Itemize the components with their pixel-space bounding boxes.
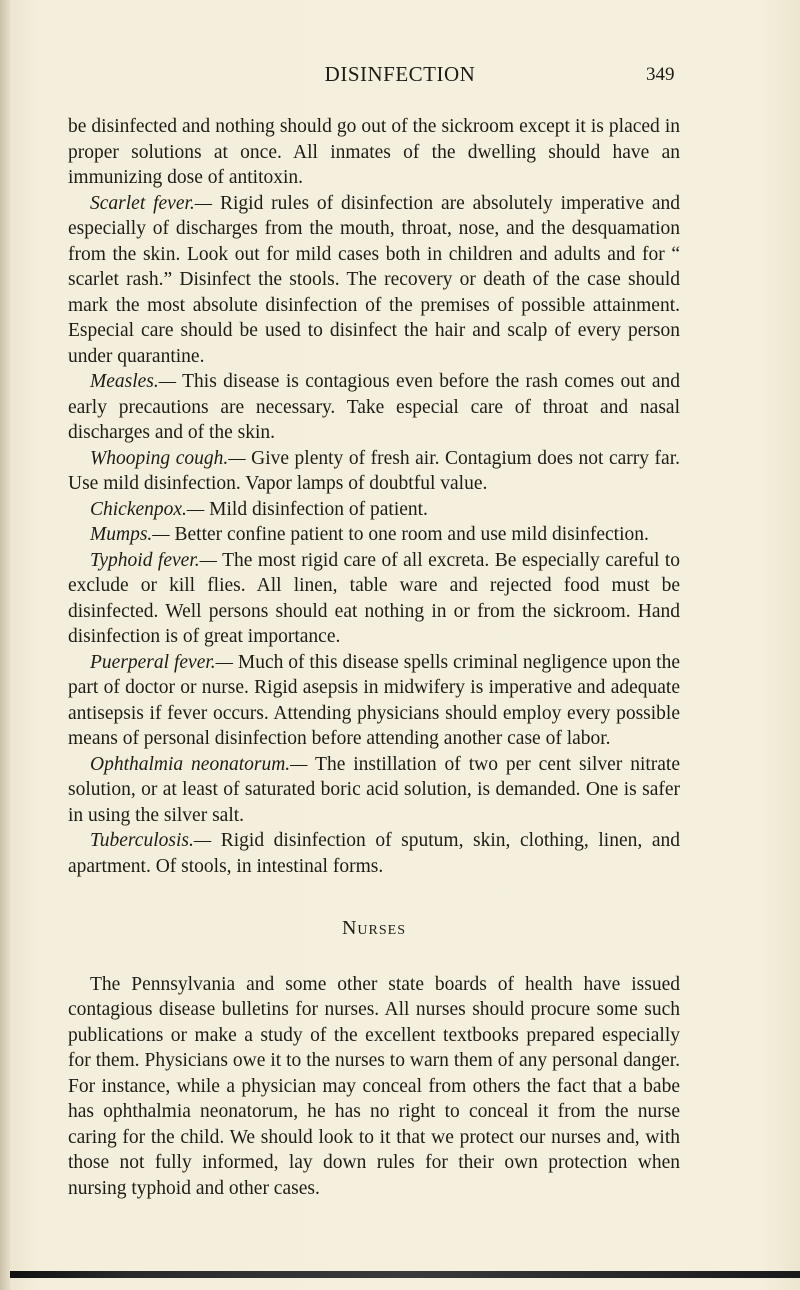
running-title: DISINFECTION: [324, 62, 476, 86]
paragraph-text: Give plenty of fresh air. Contagium does not carry far. Use mild disinfection. Vapor lamps of doubtful value.: [68, 447, 680, 494]
section-heading-nurses: Nurses: [341, 917, 406, 939]
body-text: [68, 114, 680, 1201]
paragraph-text: The most rigid care of all excreta. Be especially careful to exclude or kill flies. All linen, table ware and rejected food must be disinfected. Well persons should eat nothing in or from the sickroom. Hand disinfection is of great importance.: [68, 549, 681, 647]
term-mumps: Mumps.—: [90, 524, 170, 545]
term-tuberculosis: Tuberculosis.—: [90, 830, 212, 851]
paragraph-tuberculosis: [68, 828, 680, 879]
paragraph-whooping-cough: [68, 446, 680, 497]
paragraph-mumps: [68, 522, 680, 548]
paragraph-chickenpox: [68, 497, 680, 523]
paragraph-text: The instillation of two per cent silver nitrate solution, or at least of saturated boric acid solution, is demanded. One is safer in using the silver salt.: [68, 753, 680, 826]
page-header: [0, 62, 800, 92]
term-whooping-cough: Whooping cough.—: [90, 447, 246, 469]
paragraph-measles: [68, 369, 680, 446]
paragraph-text: Rigid rules of disinfection are absolutely imperative and especially of discharges from the mouth, throat, nose, and the desquamation from the skin. Look out for mild cases both in children and adults and for “ scarlet rash.” Disinfect the stools. The recovery or death of the case should mark the most absolute disinfection of the premises of possible attainment. Especial care should be used to disinfect the hair and scalp of every person under quarantine.: [68, 192, 681, 367]
page-binding-edge: [0, 0, 10, 1290]
paragraph-text: The Pennsylvania and some other state boards of health have issued contagious disease bulletins for nurses. All nurses should procure some such publications or make a study of the excellent textbooks prepared especially for them. Physicians owe it to the nurses to warn them of any personal danger. For instance, while a physician may conceal from others the fact that a babe has ophthalmia neonatorum, he has no right to conceal it from the nurse caring for the child. We should look to it that we protect our nurses and, with those not fully informed, lay down rules for their own protection when nursing typhoid and other cases.: [68, 973, 680, 1199]
paragraph-ophthalmia-neonatorum: [68, 752, 680, 829]
term-chickenpox: Chickenpox.—: [90, 498, 205, 520]
paragraph-text: Rigid disinfection of sputum, skin, clothing, linen, and apartment. Of stools, in intestinal forms.: [68, 830, 680, 877]
term-measles: Measles.—: [90, 371, 177, 392]
paragraph-text: This disease is contagious even before the rash comes out and early precautions are necessary. Take especial care of throat and nasal discharges and of the skin.: [68, 371, 680, 443]
paragraph-typhoid-fever: [68, 548, 680, 650]
paragraph-puerperal-fever: [68, 650, 680, 752]
paragraph-scarlet-fever: [68, 191, 680, 370]
paragraph-text: be disinfected and nothing should go out of the sickroom except it is placed in proper solutions at once. All inmates of the dwelling should have an immunizing dose of antitoxin.: [68, 116, 680, 188]
term-typhoid-fever: Typhoid fever.—: [90, 549, 217, 571]
paragraph-nurses: [68, 972, 680, 1202]
term-puerperal-fever: Puerperal fever.—: [90, 651, 233, 673]
term-scarlet-fever: Scarlet fever.—: [90, 192, 213, 214]
term-ophthalmia-neonatorum: Ophthalmia neonatorum.—: [90, 753, 308, 775]
paragraph-continuation: [68, 114, 680, 191]
paragraph-text: Better confine patient to one room and use mild disinfection.: [169, 524, 649, 545]
paragraph-text: Mild disinfection of patient.: [204, 498, 428, 520]
page-number: 349: [646, 64, 675, 85]
paragraph-text: Much of this disease spells criminal negligence upon the part of doctor or nurse. Rigid asepsis in midwifery is imperative and adequate antisepsis if fever occurs. Attending physicians should employ every possible means of personal disinfection before attending another case of labor.: [68, 651, 680, 749]
bottom-edge-shadow: [10, 1271, 800, 1278]
